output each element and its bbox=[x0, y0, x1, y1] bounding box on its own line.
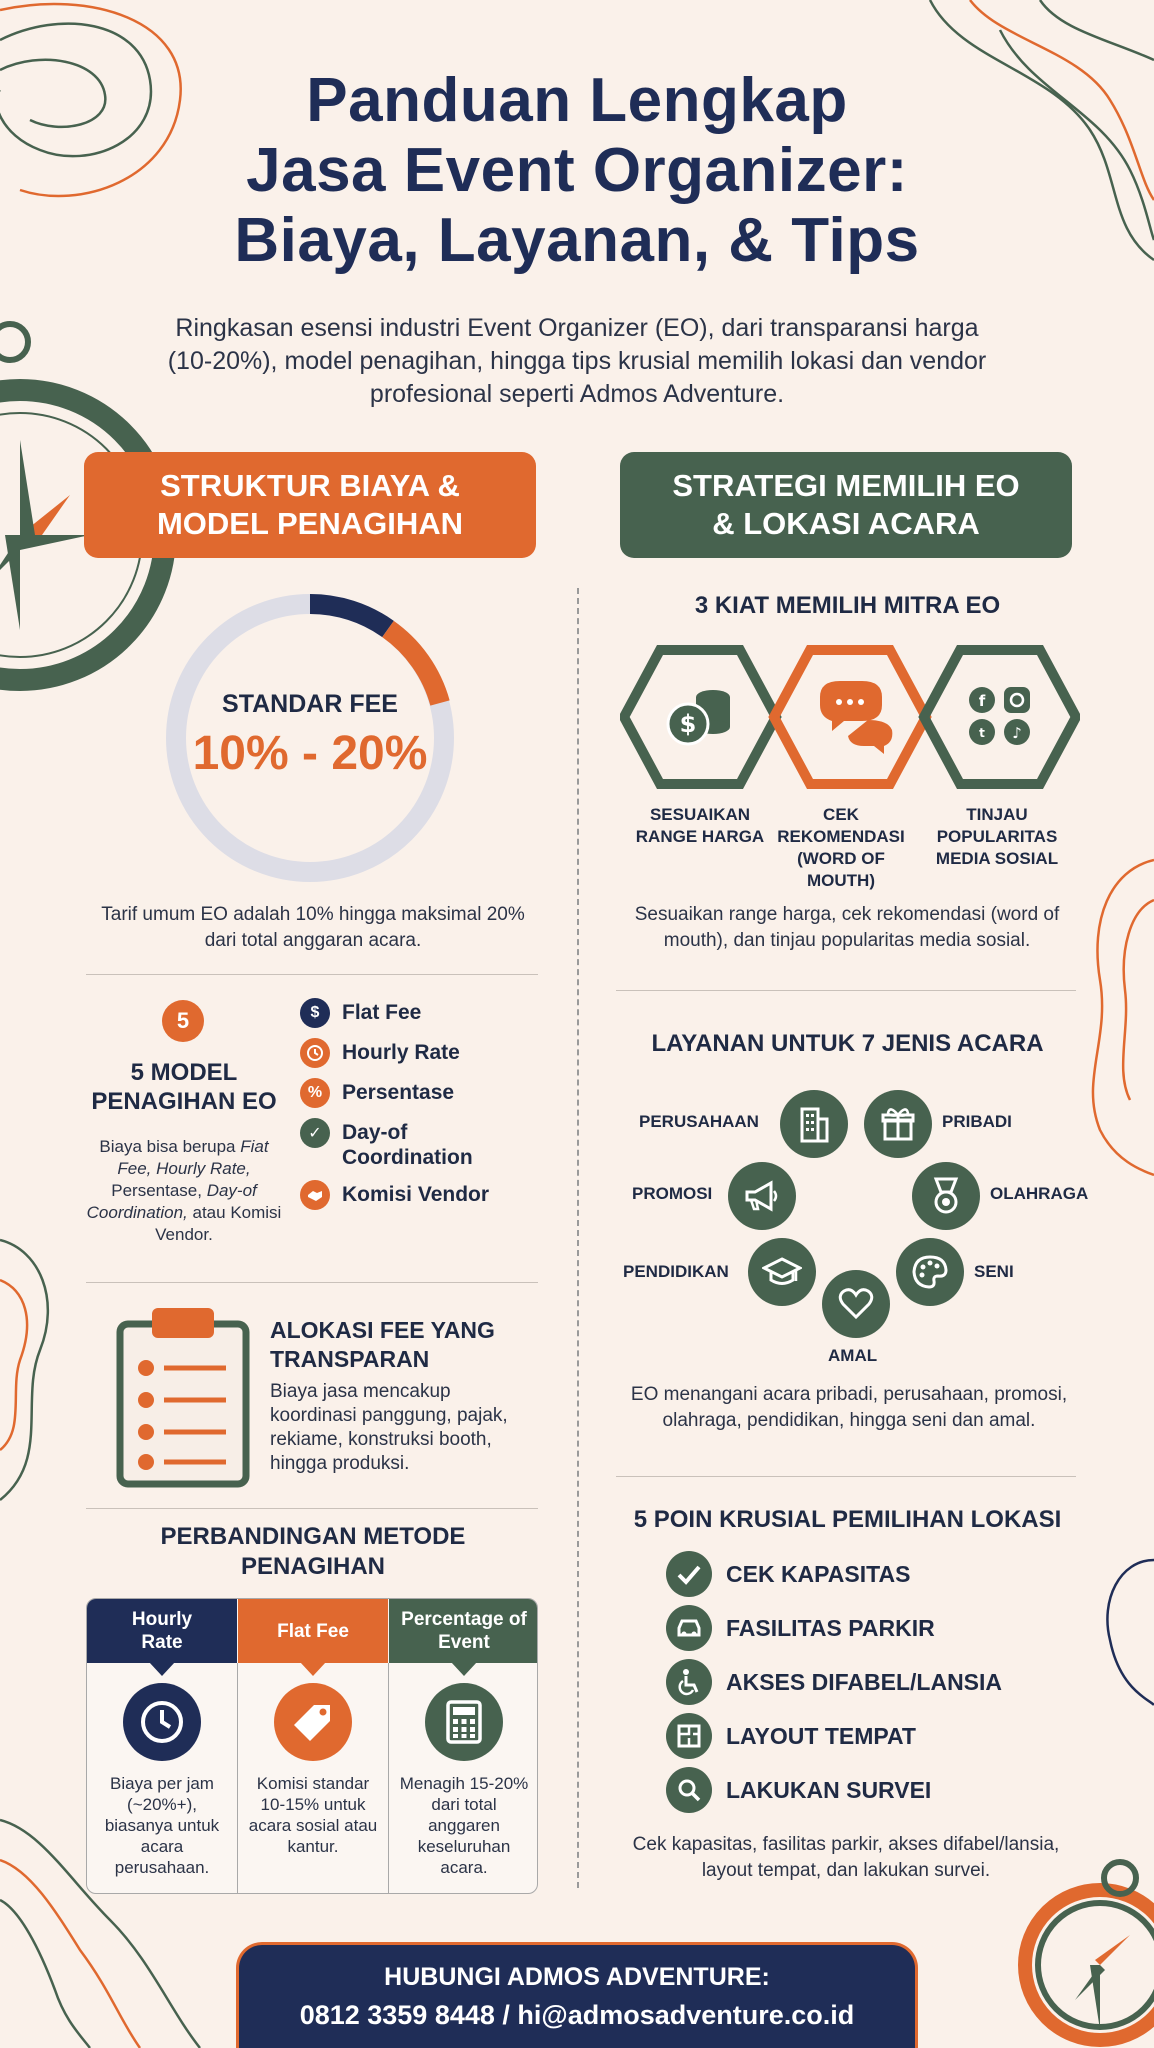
chat-bubbles-icon bbox=[820, 681, 892, 754]
event-label-amal: AMAL bbox=[828, 1346, 878, 1365]
lokasi-label: FASILITAS PARKIR bbox=[726, 1614, 935, 1641]
footer-line-1: HUBUNGI ADMOS ADVENTURE: bbox=[384, 1963, 770, 1991]
footer-contact[interactable]: 0812 3359 8448 / hi@admosadventure.co.id bbox=[299, 2000, 855, 2030]
lokasi-description: Cek kapasitas, fasilitas parkir, akses difabel/lansia, layout tempat, dan lakukan survei. bbox=[632, 1834, 1060, 1881]
column-header bbox=[87, 1599, 237, 1663]
kiat-description: Sesuaikan range harga, cek rekomendasi (word of mouth), dan tinjau popularitas media sosial. bbox=[634, 904, 1060, 951]
lokasi-label: CEK KAPASITAS bbox=[726, 1560, 911, 1587]
models-count: 5 bbox=[176, 1008, 190, 1033]
models-desc-part: Biaya bisa berupa bbox=[99, 1137, 241, 1156]
column-header bbox=[389, 1599, 538, 1663]
graduation-cap-icon bbox=[748, 1238, 816, 1306]
models-count-badge bbox=[162, 1000, 204, 1042]
lokasi-label: LAKUKAN SURVEI bbox=[726, 1776, 932, 1803]
medal-icon bbox=[912, 1162, 980, 1230]
kiat-label-harga: SESUAIKAN RANGE HARGA bbox=[635, 805, 765, 846]
heart-icon bbox=[822, 1270, 890, 1338]
kiat-hexagons bbox=[620, 642, 1080, 792]
gift-icon bbox=[864, 1090, 932, 1158]
kiat-label-rekomendasi: CEK REKOMENDASI (WORD OF MOUTH) bbox=[777, 805, 905, 890]
column-header bbox=[238, 1599, 388, 1663]
column-description: Menagih 15-20% dari total anggaren keseluruhan acara. bbox=[399, 1774, 529, 1877]
divider bbox=[616, 1476, 1076, 1477]
svg-text:f: f bbox=[978, 692, 986, 710]
models-desc-part: Persentase, bbox=[111, 1181, 207, 1200]
event-label-pendidikan: PENDIDIKAN bbox=[623, 1262, 729, 1281]
model-label: Persentase bbox=[342, 1081, 455, 1104]
clock-icon bbox=[123, 1683, 201, 1761]
banner-line-1: STRATEGI MEMILIH EO bbox=[672, 468, 1020, 503]
list-item bbox=[666, 1551, 910, 1597]
divider bbox=[86, 1282, 538, 1283]
percent-icon: % bbox=[300, 1078, 330, 1108]
comparison-column-hourly bbox=[87, 1599, 237, 1894]
car-icon bbox=[666, 1605, 712, 1651]
column-description: Komisi standar 10-15% untuk acara sosial atau kantur. bbox=[248, 1774, 378, 1856]
banner-line-2: & LOKASI ACARA bbox=[712, 506, 980, 541]
models-list bbox=[300, 998, 492, 1220]
floorplan-icon bbox=[666, 1713, 712, 1759]
building-icon bbox=[780, 1090, 848, 1158]
comparison-table bbox=[86, 1598, 538, 1894]
page-title bbox=[0, 66, 1154, 276]
event-label-promosi: PROMOSI bbox=[632, 1184, 713, 1203]
column-header-label: Percentage of Event bbox=[401, 1609, 527, 1653]
list-item bbox=[666, 1767, 931, 1813]
list-item bbox=[666, 1605, 935, 1651]
list-item bbox=[300, 1118, 492, 1170]
dollar-icon: $ bbox=[300, 998, 330, 1028]
banner-strategi-memilih bbox=[620, 452, 1072, 558]
models-desc-part: Day-of Coordination, bbox=[86, 1181, 257, 1222]
list-item bbox=[666, 1713, 916, 1759]
models-desc-part: atau Komisi Vendor. bbox=[155, 1203, 282, 1244]
comparison-title: PERBANDINGAN METODE PENAGIHAN bbox=[160, 1523, 466, 1580]
search-icon bbox=[666, 1767, 712, 1813]
layanan-description: EO menangani acara pribadi, perusahaan, promosi, olahraga, pendidikan, hingga seni dan amal. bbox=[630, 1384, 1068, 1431]
column-divider bbox=[577, 588, 579, 1888]
fee-value: 10% - 20% bbox=[192, 727, 428, 780]
event-label-olahraga: OLAHRAGA bbox=[990, 1184, 1089, 1203]
model-label: Komisi Vendor bbox=[342, 1183, 490, 1206]
title-line-2: Jasa Event Organizer: bbox=[246, 136, 908, 205]
compass-right-icon bbox=[1025, 1862, 1154, 2040]
model-label: Day-of Coordination bbox=[342, 1121, 473, 1169]
list-item bbox=[666, 1659, 1002, 1705]
megaphone-icon bbox=[728, 1162, 796, 1230]
svg-text:♪: ♪ bbox=[1012, 724, 1022, 742]
banner-struktur-biaya bbox=[84, 452, 536, 558]
models-description bbox=[84, 1136, 284, 1246]
list-item bbox=[300, 1078, 492, 1108]
comparison-column-percentage bbox=[389, 1599, 538, 1894]
wheelchair-icon bbox=[666, 1659, 712, 1705]
title-line-3: Biaya, Layanan, & Tips bbox=[234, 206, 920, 275]
clock-icon bbox=[300, 1038, 330, 1068]
coins-icon bbox=[668, 690, 730, 744]
fee-description: Tarif umum EO adalah 10% hingga maksimal 20% dari total anggaran acara. bbox=[101, 904, 525, 951]
divider bbox=[86, 1508, 538, 1509]
svg-text:t: t bbox=[979, 726, 985, 740]
model-label: Hourly Rate bbox=[342, 1041, 460, 1064]
check-icon: ✓ bbox=[300, 1118, 330, 1148]
contact-footer bbox=[236, 1942, 918, 2048]
title-line-1: Panduan Lengkap bbox=[306, 66, 848, 135]
event-label-seni: SENI bbox=[974, 1262, 1014, 1281]
kiat-label-media-sosial: TINJAU POPULARITAS MEDIA SOSIAL bbox=[935, 805, 1059, 868]
svg-text:$: $ bbox=[679, 710, 697, 738]
column-header-label: Hourly Rate bbox=[131, 1609, 193, 1653]
lokasi-label: AKSES DIFABEL/LANSIA bbox=[726, 1668, 1003, 1695]
lokasi-label: LAYOUT TEMPAT bbox=[726, 1722, 916, 1749]
list-item bbox=[300, 1038, 492, 1068]
layanan-title: LAYANAN UNTUK 7 JENIS ACARA bbox=[651, 1030, 1044, 1057]
divider bbox=[86, 974, 538, 975]
kiat-title: 3 KIAT MEMILIH MITRA EO bbox=[694, 592, 1001, 619]
divider bbox=[616, 990, 1076, 991]
model-label: Flat Fee bbox=[342, 1001, 422, 1024]
fee-label: STANDAR FEE bbox=[222, 690, 398, 718]
column-header-label: Flat Fee bbox=[277, 1620, 349, 1642]
models-desc-part: Fiat Fee, Hourly Rate, bbox=[117, 1137, 269, 1178]
calculator-icon bbox=[425, 1683, 503, 1761]
lokasi-title: 5 POIN KRUSIAL PEMILIHAN LOKASI bbox=[633, 1506, 1062, 1533]
comparison-column-flat bbox=[238, 1599, 388, 1894]
column-description: Biaya per jam (~20%+), biasanya untuk acara perusahaan. bbox=[104, 1774, 220, 1877]
clipboard-checklist-icon bbox=[116, 1306, 250, 1488]
event-label-perusahaan: PERUSAHAAN bbox=[639, 1112, 759, 1131]
palette-icon bbox=[896, 1238, 964, 1306]
alokasi-description: Biaya jasa mencakup koordinasi panggung, pajak, rekiame, konstruksi booth, hingga produksi. bbox=[270, 1381, 508, 1474]
models-title: 5 MODEL PENAGIHAN EO bbox=[91, 1059, 277, 1115]
check-icon bbox=[666, 1551, 712, 1597]
alokasi-title: ALOKASI FEE YANG TRANSPARAN bbox=[270, 1317, 495, 1372]
page-subtitle: Ringkasan esensi industri Event Organizer (EO), dari transparansi harga (10-20%), model penagihan, hingga tips krusial memilih lokasi dan vendor profesional seperti Admos Adventure. bbox=[167, 314, 987, 408]
handshake-icon bbox=[300, 1180, 330, 1210]
event-label-pribadi: PRIBADI bbox=[942, 1112, 1012, 1131]
list-item bbox=[300, 998, 492, 1028]
banner-line-1: STRUKTUR BIAYA & bbox=[160, 468, 460, 503]
social-media-icon bbox=[969, 687, 1030, 745]
banner-line-2: MODEL PENAGIHAN bbox=[156, 506, 463, 541]
price-tag-icon bbox=[274, 1683, 352, 1761]
list-item bbox=[300, 1180, 492, 1210]
